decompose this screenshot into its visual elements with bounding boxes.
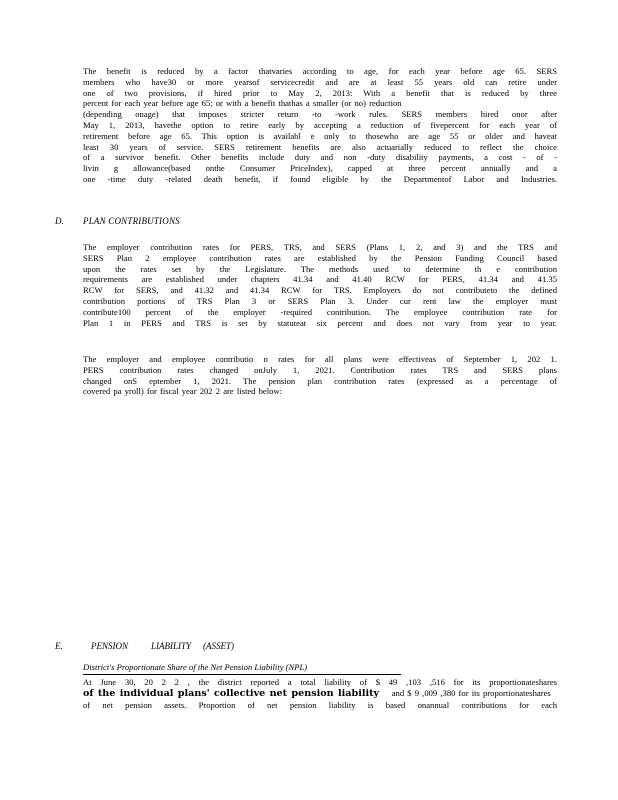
text-line: percent for each year before age 65; or with a benefit thathas a smaller (or no) reduction	[83, 98, 402, 109]
contributions-paragraph-2	[83, 354, 557, 397]
section-d-title: PLAN CONTRIBUTIONS	[83, 216, 180, 226]
benefit-paragraph	[83, 66, 557, 185]
section-d-letter: D.	[55, 216, 64, 226]
text-line: May 1, 2013, havethe option to retire early by accepting a reduction of fivepercent for each year of	[83, 119, 557, 130]
text-line: of net pension assets. Proportion of net pension liability is based onannual contributions for each	[83, 699, 557, 710]
text-line: The benefit is reduced by a factor thatvaries according to age, for each year before age 65. SERS	[83, 66, 557, 76]
text-line: upon the rates set by the Legislature. The methods used to determine th e contribution	[83, 263, 557, 274]
text-line	[83, 688, 557, 700]
text-line: PERS contribution rates changed onJuly 1, 2021. Contribution rates TRS and SERS plans	[83, 364, 557, 375]
contributions-paragraph-1	[83, 242, 557, 328]
text-line: The employer contribution rates for PERS, TRS, and SERS (Plans 1, 2, and 3) and the TRS and	[83, 242, 557, 252]
text-line: The employer and employee contributio n rates for all plans were effectiveas of September 1, 202 1.	[83, 354, 557, 364]
text-line: (depending onage) that imposes stricter return -to -work rules. SERS members hired onor after	[83, 109, 557, 120]
text-line: least 30 years of service. SERS retirement benefits are also actuarially reduced to reflect the choice	[83, 141, 557, 152]
text-line: of a survivor benefit. Other benefits include duty and non -duty disability payments, a cost - of -	[83, 152, 557, 163]
text-line: one -time duty -related death benefit, if found eligible by the Departmentof Labor and Industries.	[83, 173, 557, 184]
subheading-rule	[83, 674, 401, 675]
npl-subheading: District's Proportionate Share of the Net Pension Liability (NPL)	[83, 662, 308, 672]
text-line: changed onS eptember 1, 2021. The pension plan contribution rates (expressed as a percentage of	[83, 375, 557, 386]
text-line: retirement before age 65. This option is availabl e only to thosewho are age 55 or older and haveat	[83, 130, 557, 141]
liability-paragraph	[83, 677, 557, 710]
text-line: one of two provisions, if hired prior to May 2, 2013: With a benefit that is reduced by three	[83, 87, 557, 98]
text-fragment: and $ 9 ,009 ,380 for its proportionateshares	[391, 687, 551, 698]
text-line: contribution portions of TRS Plan 3 or SERS Plan 3. Under cur rent law the employer must	[83, 295, 557, 306]
text-line: SERS Plan 2 employee contribution rates are established by the Pension Funding Council based	[83, 252, 557, 263]
emphasized-text: of the individual plans' collective net pension liability	[83, 687, 380, 699]
section-e-letter: E.	[55, 641, 63, 651]
section-e-title-word-1: PENSION	[91, 641, 128, 651]
text-line: livin g allowance(based onthe Consumer PriceIndex), capped at three percent annually and a	[83, 163, 557, 174]
text-line: requirements are established under chapters 41.34 and 41.40 RCW for PERS, 41.34 and 41.35	[83, 274, 557, 285]
text-line: Plan 1 in PERS and TRS is set by statuteat six percent and does not vary from year to year.	[83, 317, 557, 328]
text-line: covered pa yroll) for fiscal year 202 2 are listed below:	[83, 386, 282, 397]
section-e-title-word-3: (ASSET)	[203, 641, 234, 651]
section-e-title-word-2: LIABILITY	[151, 641, 192, 651]
text-line: RCW for SERS, and 41.32 and 41.34 RCW for TRS. Employers do not contributeto the defined	[83, 285, 557, 296]
text-line: members who have30 or more yearsof servicecredit and are at least 55 years old can retire under	[83, 76, 557, 87]
text-line: At June 30, 20 2 2 , the district reported a total liability of $ 49 ,103 ,516 for its proportionateshares	[83, 677, 557, 687]
text-line: contribute100 percent of the employer -required contribution. The employee contribution rate for	[83, 306, 557, 317]
